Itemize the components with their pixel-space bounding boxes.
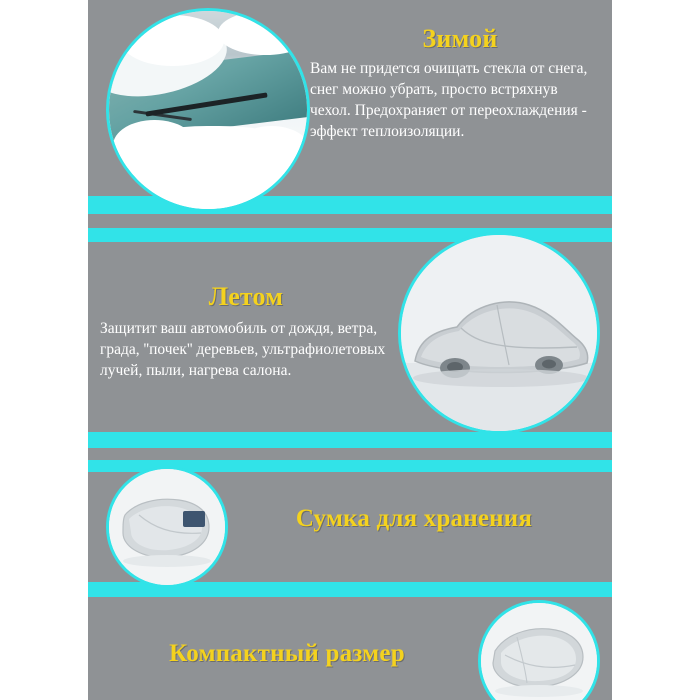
divider-band-2 <box>88 448 612 460</box>
snow-covered-windshield-photo <box>106 8 310 212</box>
section-title-summer: Летом <box>208 282 284 311</box>
car-with-cover-photo <box>398 232 600 434</box>
poster-canvas <box>88 0 612 700</box>
snow-blob-4 <box>232 126 310 177</box>
folded-cover-photo <box>478 600 600 700</box>
section-text-summer: Защитит ваш автомобиль от дождя, ветра, града, ''почек'' деревьев, ультрафиолетовых лучей, пыли, нагрева салона. <box>100 320 386 379</box>
folded-cover-illustration <box>481 603 597 700</box>
snow-blob-2 <box>218 11 310 55</box>
storage-bag-photo <box>106 466 228 588</box>
section-text-winter: Вам не придется очищать стекла от снега, снег можно убрать, просто встряхнув чехол. Предохраняет от переохлаждения - эффект теплоизоляции. <box>310 60 588 140</box>
section-title-compact: Компактный размер <box>169 640 405 667</box>
snow-blob-3 <box>113 120 196 171</box>
covered-car-illustration <box>401 235 597 431</box>
storage-bag-illustration <box>109 469 225 585</box>
accent-stripe-3 <box>88 432 612 448</box>
winter-photo-content <box>109 11 307 209</box>
divider-band-1 <box>88 214 612 228</box>
snow-blob-1 <box>121 15 224 66</box>
section-title-winter: Зимой <box>422 24 498 53</box>
section-title-bag: Сумка для хранения <box>295 505 533 532</box>
